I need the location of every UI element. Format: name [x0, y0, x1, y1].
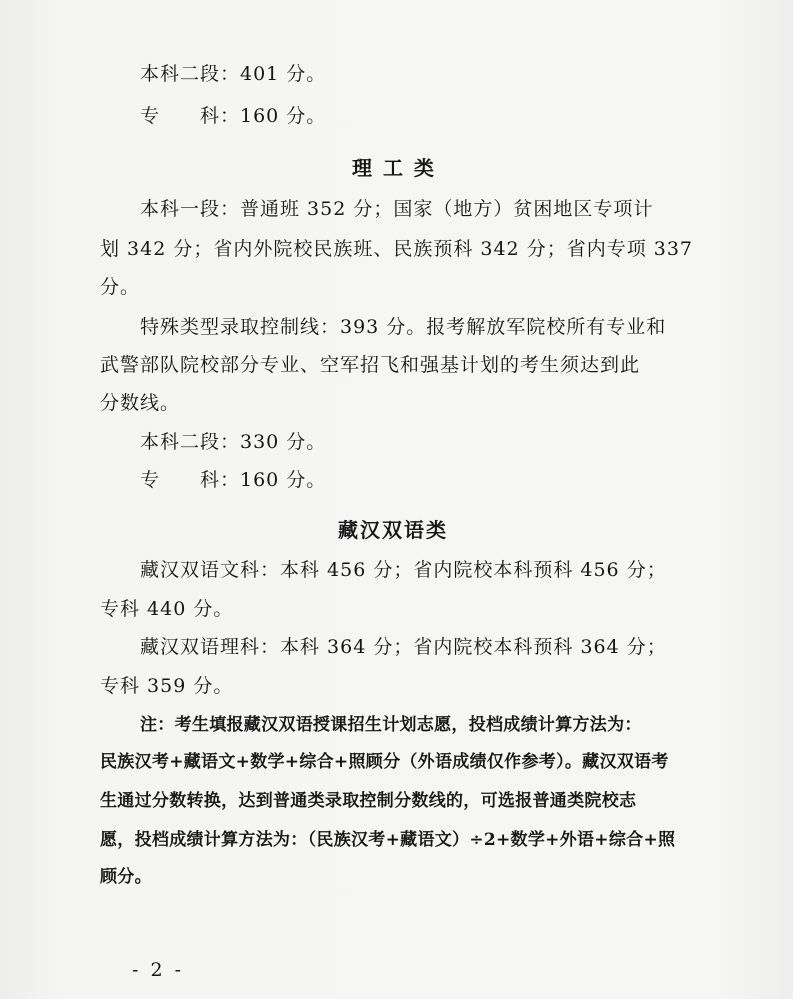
bilingual-liberal-arts-line-1: 藏汉双语文科：本科 456 分；省内院校本科预科 456 分；: [140, 559, 667, 581]
junior-college-line: 专 科：160 分。: [140, 105, 327, 127]
science-first-tier-line-3: 分。: [100, 276, 141, 298]
special-control-line-1: 特殊类型录取控制线：393 分。报考解放军院校所有专业和: [140, 316, 667, 338]
page-number: - 2 -: [132, 959, 185, 981]
note-line-5: 顾分。: [100, 867, 152, 887]
special-control-line-3: 分数线。: [100, 392, 181, 414]
note-line-2: 民族汉考+藏语文+数学+综合+照顾分（外语成绩仅作参考）。藏汉双语考: [100, 752, 669, 772]
note-line-4: 愿，投档成绩计算方法为：（民族汉考+藏语文）÷2+数学+外语+综合+照: [100, 830, 676, 850]
science-engineering-heading: 理 工 类: [352, 156, 436, 180]
science-second-tier-line: 本科二段：330 分。: [140, 431, 327, 453]
science-junior-college-line: 专 科：160 分。: [140, 469, 327, 491]
special-control-line-2: 武警部队院校部分专业、空军招飞和强基计划的考生须达到此: [100, 354, 641, 376]
bilingual-liberal-arts-line-2: 专科 440 分。: [100, 598, 234, 620]
science-first-tier-line-1: 本科一段：普通班 352 分；国家（地方）贫困地区专项计: [140, 198, 654, 220]
note-line-1: 注：考生填报藏汉双语授课招生计划志愿，投档成绩计算方法为：: [140, 715, 642, 735]
science-first-tier-line-2: 划 342 分；省内外院校民族班、民族预科 342 分；省内专项 337: [100, 238, 693, 260]
bilingual-heading: 藏汉双语类: [338, 518, 448, 542]
undergrad-second-tier-line: 本科二段：401 分。: [140, 63, 327, 85]
bilingual-science-line-1: 藏汉双语理科：本科 364 分；省内院校本科预科 364 分；: [140, 636, 667, 658]
note-line-3: 生通过分数转换，达到普通类录取控制分数线的，可选报普通类院校志: [100, 791, 637, 811]
bilingual-science-line-2: 专科 359 分。: [100, 675, 234, 697]
